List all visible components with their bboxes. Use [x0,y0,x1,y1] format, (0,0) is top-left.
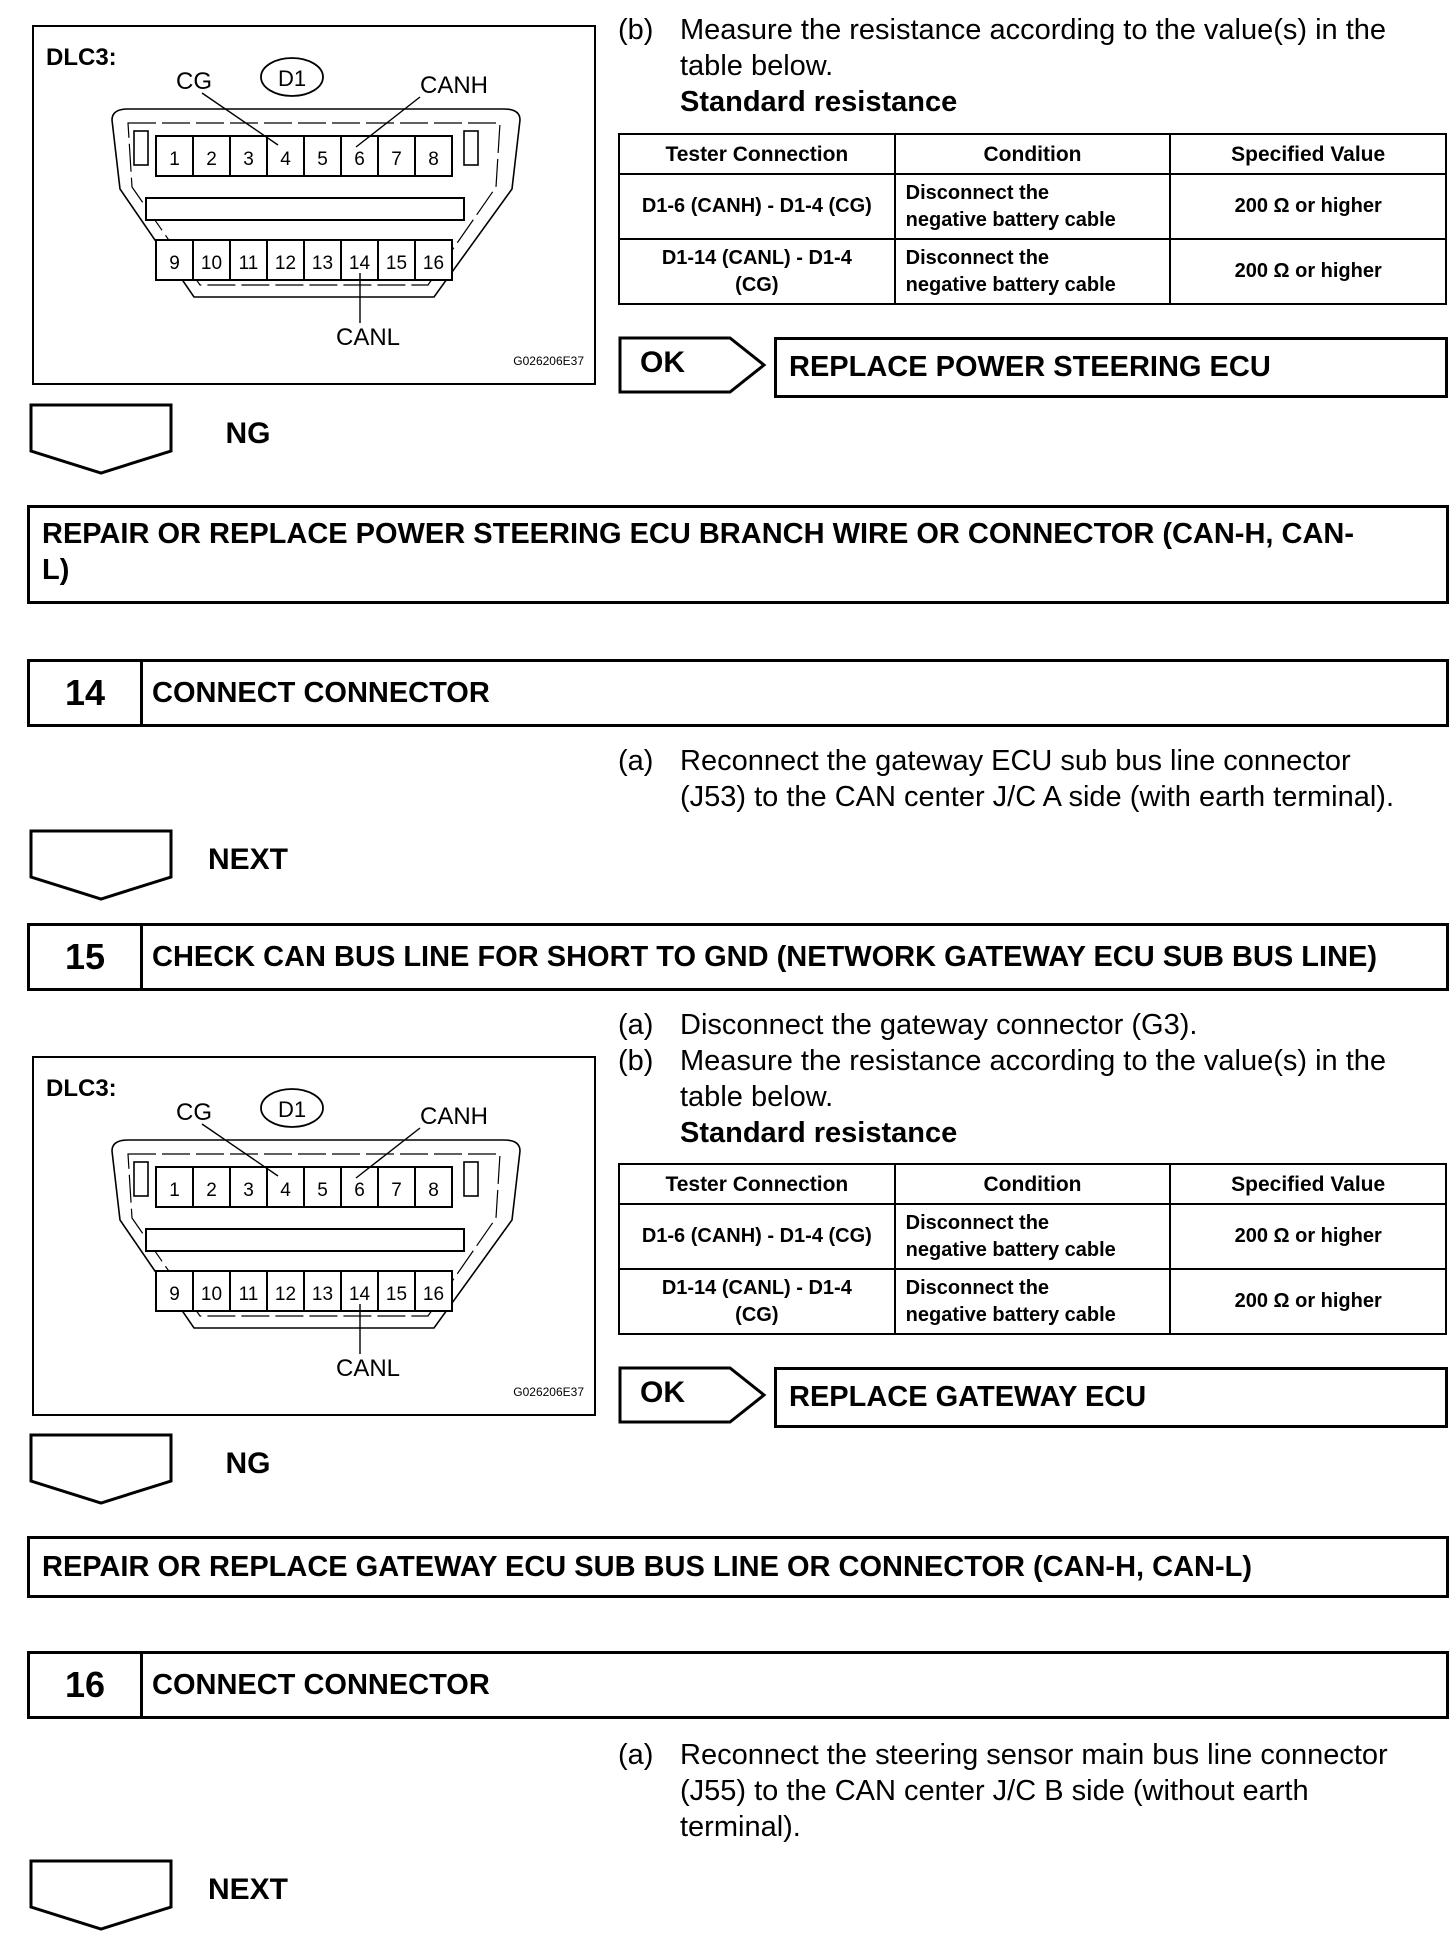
step-text-line2: table below. [680,1081,834,1113]
ok-label: OK [640,346,685,379]
pin-number: 8 [428,1180,439,1201]
standard-resistance-label: Standard resistance [680,86,958,118]
resistance-table [618,1163,1447,1335]
pin-number: 3 [243,1180,254,1201]
ng-arrow-shape [29,1433,175,1505]
step-text-line1: Reconnect the steering sensor main bus line connector [680,1739,1388,1771]
header-condition: Condition [895,134,1171,174]
step-label: (a) [618,1739,654,1771]
step-text-line2: (J53) to the CAN center J/C A side (with earth terminal). [680,781,1394,813]
pin-number: 9 [169,1284,180,1305]
step-text-line1: Disconnect the gateway connector (G3). [680,1009,1198,1041]
pin-number: 5 [317,149,328,170]
step-number: 15 [30,926,143,988]
pin-number: 4 [280,149,291,170]
table-header-row [619,1164,1446,1204]
pin-number: 13 [311,1284,334,1305]
ng-label: NG [225,1447,271,1480]
pin-number: 7 [391,149,402,170]
ok-result-box: REPLACE POWER STEERING ECU [774,337,1448,398]
pin-number: 14 [348,1284,371,1305]
standard-resistance-label: Standard resistance [680,1117,958,1149]
specified-value-cell: 200 Ω or higher [1170,1204,1446,1269]
resistance-table [618,133,1447,305]
pin-number: 16 [422,253,445,274]
step-label: (b) [618,1045,654,1077]
table-header-row [619,134,1446,174]
pin-number: 6 [354,1180,365,1201]
step-label: (a) [618,1009,654,1041]
step-text-line1: Measure the resistance according to the value(s) in the [680,14,1387,46]
pin-number: 2 [206,1180,217,1201]
specified-value-cell: 200 Ω or higher [1170,239,1446,304]
connector-clip-left [134,131,148,165]
step-text-line1: Reconnect the gateway ECU sub bus line connector [680,745,1351,777]
tester-connection-cell: D1-14 (CANL) - D1-4 (CG) [619,239,895,304]
ok-arrow [618,1366,768,1424]
condition-cell: Disconnect the negative battery cable [895,174,1171,239]
header-tester-connection: Tester Connection [619,1164,895,1204]
step-text-line1: Measure the resistance according to the value(s) in the [680,1045,1387,1077]
step-number: 16 [30,1654,143,1716]
step-header-16 [27,1651,1449,1719]
ng-arrow [29,403,271,475]
pin-number: 4 [280,1180,291,1201]
pin-number: 1 [169,149,180,170]
figure-code: G026206E37 [513,354,584,368]
figure-code: G026206E37 [513,1385,584,1399]
repair-box [27,1536,1449,1598]
pin-number: 2 [206,149,217,170]
next-label: NEXT [207,1873,288,1906]
table-row [619,239,1446,304]
step-title: CONNECT CONNECTOR [152,1669,490,1701]
pin-number: 15 [385,253,408,274]
dlc3-label: DLC3: [46,1075,117,1102]
pin-number: 7 [391,1180,402,1201]
step-title: CONNECT CONNECTOR [152,677,490,709]
step-number: 14 [30,662,143,724]
table-row [619,174,1446,239]
connector-id: D1 [277,66,307,91]
pin-label-canl: CANL [335,1355,401,1382]
pin-number: 9 [169,253,180,274]
pin-label-canl: CANL [335,324,401,351]
step-text-line3: terminal). [680,1811,801,1843]
condition-cell: Disconnect the negative battery cable [895,239,1171,304]
dlc3-figure [32,1056,596,1416]
pin-label-cg: CG [176,1099,212,1126]
pin-label-canh: CANH [419,72,489,99]
table-row [619,1269,1446,1334]
step-label: (a) [618,745,654,777]
dlc3-label: DLC3: [46,44,117,71]
pin-number: 12 [274,1284,297,1305]
step-header-14 [27,659,1449,727]
connector-clip-right [464,1162,478,1196]
dlc3-connector-diagram [34,1058,594,1414]
dlc3-connector-diagram [34,27,594,383]
next-arrow-shape [29,829,175,901]
pin-number: 10 [200,1284,223,1305]
pin-number: 12 [274,253,297,274]
connector-clip-right [464,131,478,165]
ok-arrow [618,336,768,394]
repair-box [27,505,1449,604]
tester-connection-cell: D1-14 (CANL) - D1-4 (CG) [619,1269,895,1334]
ng-label: NG [225,417,271,450]
pin-number: 3 [243,149,254,170]
step-title: CHECK CAN BUS LINE FOR SHORT TO GND (NETWORK GATEWAY ECU SUB BUS LINE) [152,941,1378,973]
connector-clip-left [134,1162,148,1196]
ng-arrow-shape [29,403,175,475]
pin-number: 5 [317,1180,328,1201]
next-arrow [29,829,288,901]
step-text-line2: table below. [680,50,834,82]
pin-label-canh: CANH [419,1103,489,1130]
ok-label: OK [640,1376,685,1409]
tester-connection-cell: D1-6 (CANH) - D1-4 (CG) [619,1204,895,1269]
header-condition: Condition [895,1164,1171,1204]
pin-number: 14 [348,253,371,274]
specified-value-cell: 200 Ω or higher [1170,1269,1446,1334]
pin-number: 8 [428,149,439,170]
next-label: NEXT [207,843,288,876]
connector-divider [146,198,464,220]
repair-text-line2: L) [42,554,70,586]
condition-cell: Disconnect the negative battery cable [895,1269,1171,1334]
pin-number: 11 [238,1284,259,1305]
pin-label-cg: CG [176,68,212,95]
step-text-line2: (J55) to the CAN center J/C B side (without earth [680,1775,1309,1807]
pin-number: 11 [238,253,259,274]
tester-connection-cell: D1-6 (CANH) - D1-4 (CG) [619,174,895,239]
pin-number: 6 [354,149,365,170]
pin-number: 1 [169,1180,180,1201]
table-row [619,1204,1446,1269]
condition-cell: Disconnect the negative battery cable [895,1204,1171,1269]
header-specified-value: Specified Value [1170,1164,1446,1204]
pin-number: 13 [311,253,334,274]
header-specified-value: Specified Value [1170,134,1446,174]
pin-number: 16 [422,1284,445,1305]
repair-text-line1: REPAIR OR REPLACE POWER STEERING ECU BRANCH WIRE OR CONNECTOR (CAN-H, CAN- [42,518,1355,550]
header-tester-connection: Tester Connection [619,134,895,174]
next-arrow-shape [29,1859,175,1931]
step-label: (b) [618,14,654,46]
connector-id: D1 [277,1097,307,1122]
repair-text-line1: REPAIR OR REPLACE GATEWAY ECU SUB BUS LINE OR CONNECTOR (CAN-H, CAN-L) [42,1551,1252,1583]
ok-result-box: REPLACE GATEWAY ECU [774,1367,1448,1428]
dlc3-figure [32,25,596,385]
next-arrow [29,1859,288,1931]
ng-arrow [29,1433,271,1505]
specified-value-cell: 200 Ω or higher [1170,174,1446,239]
pin-number: 10 [200,253,223,274]
step-header-15 [27,923,1449,991]
connector-divider [146,1229,464,1251]
pin-number: 15 [385,1284,408,1305]
